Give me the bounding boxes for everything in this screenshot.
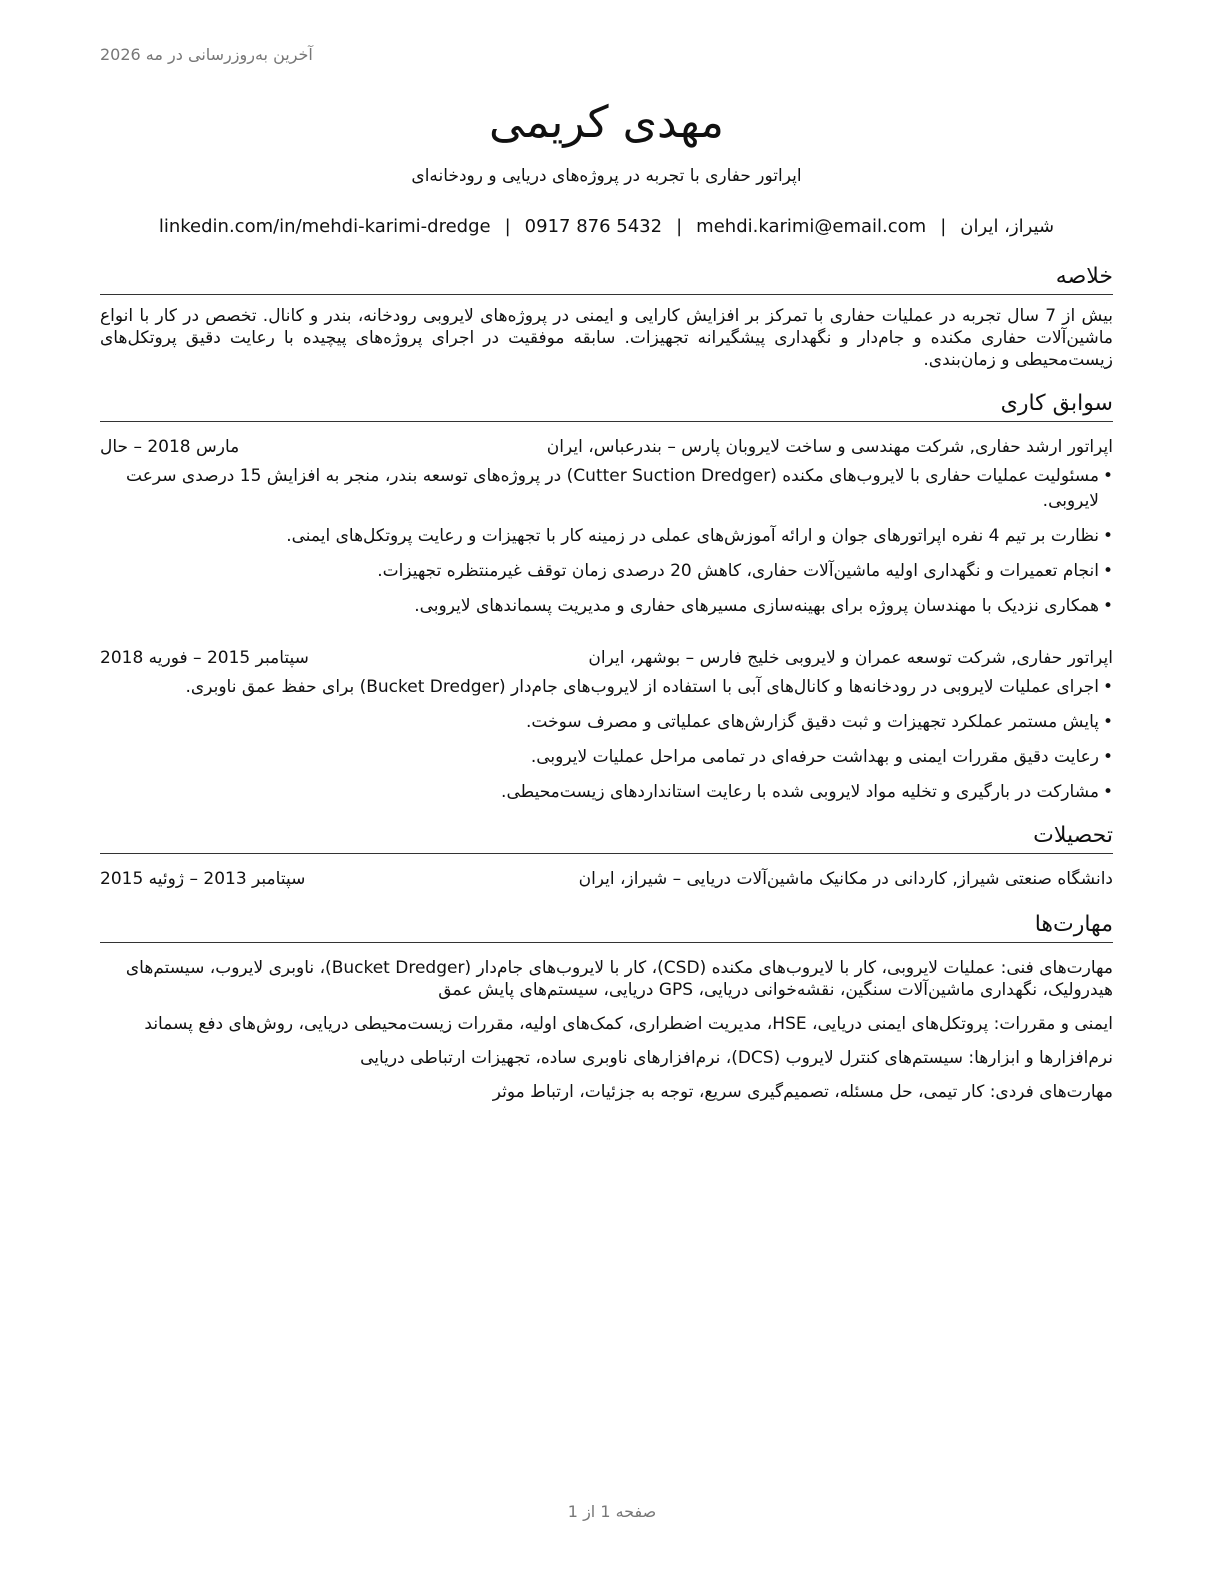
education-school-degree: دانشگاه صنعتی شیراز, کاردانی در مکانیک ماشین‌آلات دریایی [686,869,1113,889]
job-bullet: • همکاری نزدیک با مهندسان پروژه برای بهینه‌سازی مسیرهای حفاری و مدیریت پسماندهای لایروبی. [100,594,1113,619]
job-header [100,645,1113,671]
education-location: – شیراز، ایران [578,869,687,889]
job-entry [100,645,1113,805]
job-location: – بوشهر، ایران [588,648,700,668]
page-number: صفحه 1 از 1 [567,1502,657,1521]
contact-location: شیراز، ایران [960,216,1055,237]
skill-line: مهارت‌های فنی: عملیات لایروبی، کار با لایروب‌های مکنده (CSD)، کار با لایروب‌های جام‌دار (Bucket Dredger)، ناوبری لایروب، سیستم‌های هیدرولیک، نگهداری ماشین‌آلات سنگین، نقشه‌خوانی دریایی، GPS دریایی، سیستم‌های پایش عمق [125,958,1113,1000]
skill-line: نرم‌افزارها و ابزارها: سیستم‌های کنترل لایروب (DCS)، نرم‌افزارهای ناوبری ساده، تجهیزات ارتباطی دریایی [360,1048,1113,1068]
job-dates: مارس 2018 – حال [100,437,240,457]
education-heading: تحصیلات [100,821,1113,854]
education-entry [100,866,1113,892]
job-bullet: • انجام تعمیرات و نگهداری اولیه ماشین‌آلات حفاری، کاهش 20 درصدی زمان توقف غیرمنتظره تجهیزات. [100,559,1113,584]
contact-separator: | [676,216,683,237]
education-dates: سپتامبر 2013 – ژوئیه 2015 [100,869,306,889]
job-bullet: • مشارکت در بارگیری و تخلیه مواد لایروبی شده با رعایت استانداردهای زیست‌محیطی. [100,780,1113,805]
contact-linkedin[interactable]: linkedin.com/in/mehdi-karimi-dredge [158,216,491,237]
summary-text: بیش از 7 سال تجربه در عملیات حفاری با تمرکز بر افزایش کارایی و ایمنی در پروژه‌های لایروبی رودخانه، بندر و کانال. تخصص در کار با انواع ماشین‌آلات حفاری مکنده و جام‌دار و نگهداری پیشگیرانه تجهیزات. سابقه موفقیت در اجرای پروژه‌های پیچیده با رعایت دقیق پروتکل‌های زیست‌محیطی و زمان‌بندی. [100,306,1113,370]
summary-heading: خلاصه [100,262,1113,295]
resume-page [100,0,1113,1115]
skills-heading: مهارت‌ها [100,910,1113,943]
job-bullets [100,675,1113,805]
job-bullet: • رعایت دقیق مقررات ایمنی و بهداشت حرفه‌ای در تمامی مراحل عملیات لایروبی. [100,745,1113,770]
job-location: – بندرعباس، ایران [546,437,682,457]
job-role-company: اپراتور حفاری, شرکت توسعه عمران و لایروبی خلیج فارس [699,648,1113,668]
skills-list [100,957,1113,1103]
job-dates: سپتامبر 2015 – فوریه 2018 [100,648,309,668]
job-header [100,434,1113,460]
job-entry [100,434,1113,619]
job-role-company: اپراتور ارشد حفاری, شرکت مهندسی و ساخت لایروبان پارس [681,437,1113,457]
last-updated-note: آخرین به‌روزرسانی در مه 2026 [100,45,313,64]
experience-heading: سوابق کاری [100,389,1113,422]
job-bullet: • مسئولیت عملیات حفاری با لایروب‌های مکنده (Cutter Suction Dredger) در پروژه‌های توسعه بندر، منجر به افزایش 15 درصدی سرعت لایروبی. [100,464,1113,514]
job-bullet: • پایش مستمر عملکرد تجهیزات و ثبت دقیق گزارش‌های عملیاتی و مصرف سوخت. [100,710,1113,735]
contact-line [100,214,1113,240]
job-bullet: • نظارت بر تیم 4 نفره اپراتورهای جوان و ارائه آموزش‌های عملی در زمینه کار با تجهیزات و رعایت پروتکل‌های ایمنی. [100,524,1113,549]
job-bullets [100,464,1113,619]
contact-email[interactable]: mehdi.karimi@email.com [696,216,927,237]
skill-line: مهارت‌های فردی: کار تیمی، حل مسئله، تصمیم‌گیری سریع، توجه به جزئیات، ارتباط موثر [492,1082,1113,1102]
contact-separator: | [940,216,947,237]
skill-line: ایمنی و مقررات: پروتکل‌های ایمنی دریایی، HSE، مدیریت اضطراری، کمک‌های اولیه، مقررات زیست‌محیطی دریایی، روش‌های دفع پسماند [144,1014,1113,1034]
job-bullet: • اجرای عملیات لایروبی در رودخانه‌ها و کانال‌های آبی با استفاده از لایروب‌های جام‌دار (Bucket Dredger) برای حفظ عمق ناوبری. [100,675,1113,700]
candidate-headline: اپراتور حفاری با تجربه در پروژه‌های دریایی و رودخانه‌ای [411,166,802,186]
contact-phone: 0917 876 5432 [524,216,663,237]
candidate-name: مهدی کریمی [489,97,724,148]
contact-separator: | [504,216,511,237]
